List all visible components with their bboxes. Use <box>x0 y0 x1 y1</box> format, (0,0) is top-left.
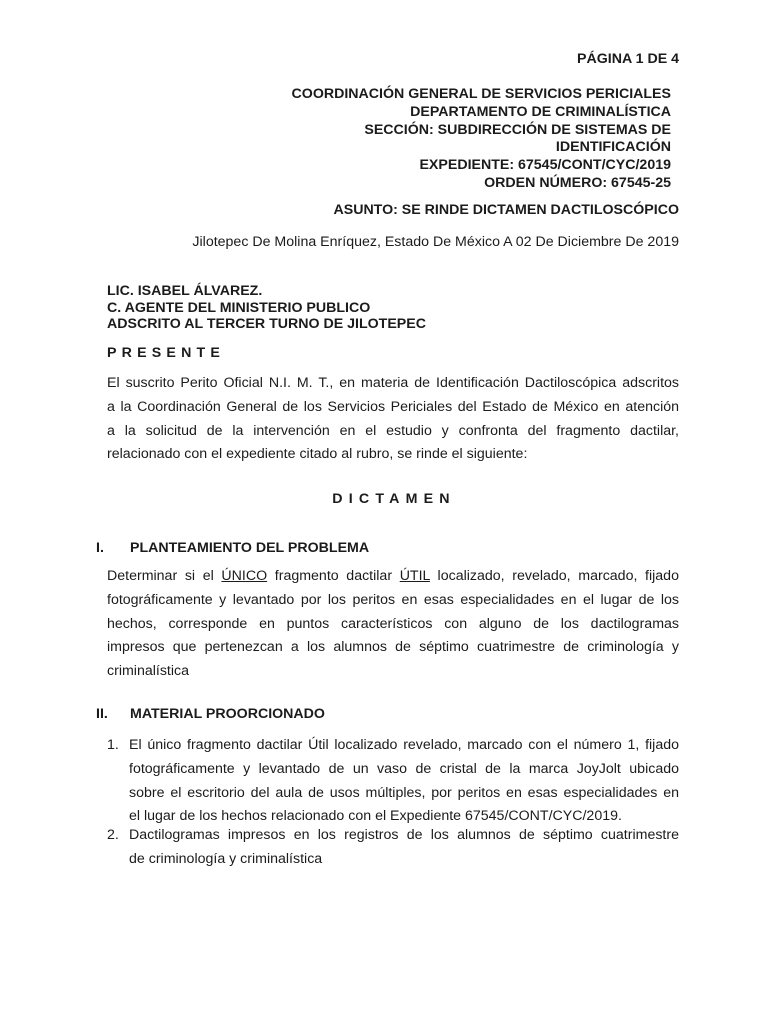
header-line-department: DEPARTAMENTO DE CRIMINALÍSTICA <box>410 103 671 120</box>
text-run: localizado, revelado, marcado, fijado <box>429 568 679 584</box>
recipient-block <box>107 283 426 333</box>
list-item-line: El único fragmento dactilar Útil localizado revelado, marcado con el número 1, fijado <box>129 737 679 753</box>
list-item-line: el lugar de los hechos relacionado con el Expediente 67545/CONT/CYC/2019. <box>129 808 622 825</box>
page-indicator: PÁGINA 1 DE 4 <box>577 51 679 67</box>
list-item-number: 2. <box>107 827 119 843</box>
problem-line: criminalística <box>107 663 189 680</box>
header-line-section-cont: IDENTIFICACIÓN <box>555 139 671 156</box>
header-line-section: SECCIÓN: SUBDIRECCIÓN DE SISTEMAS DE <box>364 121 671 138</box>
material-list-item <box>107 734 679 829</box>
salutation-presente: PRESENTE <box>107 345 226 361</box>
recipient-assignment: ADSCRITO AL TERCER TURNO DE JILOTEPEC <box>107 316 426 332</box>
problem-line: fotográficamente y levantado por los peritos en esas especialidades en el lugar de los <box>107 591 679 608</box>
header-line-file-number: EXPEDIENTE: 67545/CONT/CYC/2019 <box>419 157 671 174</box>
intro-line: El suscrito Perito Oficial N.I. M. T., en materia de Identificación Dactiloscópica adscritos <box>107 375 679 391</box>
section-title: MATERIAL PROORCIONADO <box>130 706 325 722</box>
recipient-title: C. AGENTE DEL MINISTERIO PUBLICO <box>107 299 371 316</box>
list-item-line: fotográficamente y levantado de un vaso de cristal de la marca JoyJolt ubicado <box>129 760 679 777</box>
list-item-line: sobre el escritorio del aula de usos múltiples, por peritos en esas especialidades en <box>129 784 679 801</box>
intro-line: relacionado con el expediente citado al rubro, se rinde el siguiente: <box>107 446 528 463</box>
section-number: I. <box>96 540 104 556</box>
document-header <box>211 86 671 193</box>
underlined-word: ÚTIL <box>399 568 430 584</box>
section-heading-problem <box>96 540 369 556</box>
subject-line: ASUNTO: SE RINDE DICTAMEN DACTILOSCÓPICO <box>333 202 679 218</box>
section-heading-material <box>96 706 325 722</box>
section-title: PLANTEAMIENTO DEL PROBLEMA <box>130 540 370 556</box>
place-date-line: Jilotepec De Molina Enríquez, Estado De México A 02 De Diciembre De 2019 <box>192 234 679 250</box>
problem-line <box>107 565 679 589</box>
intro-paragraph <box>107 372 679 467</box>
underlined-word: ÚNICO <box>221 568 268 584</box>
header-line-order-number: ORDEN NÚMERO: 67545-25 <box>484 174 671 191</box>
problem-line: hechos, corresponde en puntos característicos con alguno de los dactilogramas <box>107 615 679 632</box>
intro-line: a la solicitud de la intervención en el estudio y confronta del fragmento dactilar, <box>107 422 679 439</box>
list-item-line: de criminología y criminalística <box>129 850 323 867</box>
problem-paragraph <box>107 565 679 684</box>
section-number: II. <box>96 706 108 722</box>
recipient-name: LIC. ISABEL ÁLVAREZ. <box>107 283 263 299</box>
material-list-item <box>107 824 679 872</box>
header-line-coordination: COORDINACIÓN GENERAL DE SERVICIOS PERICIALES <box>291 86 671 102</box>
list-item-line: Dactilogramas impresos en los registros de los alumnos de séptimo cuatrimestre <box>129 827 679 843</box>
text-run: Determinar si el <box>107 568 222 584</box>
intro-line: a la Coordinación General de los Servicios Periciales del Estado de México en atención <box>107 398 679 415</box>
text-run: fragmento dactilar <box>267 568 400 584</box>
list-item-number: 1. <box>107 737 119 753</box>
problem-line: impresos que pertenezcan a los alumnos de séptimo cuatrimestre de criminología y <box>107 639 679 656</box>
dictamen-title: DICTAMEN <box>332 491 456 507</box>
